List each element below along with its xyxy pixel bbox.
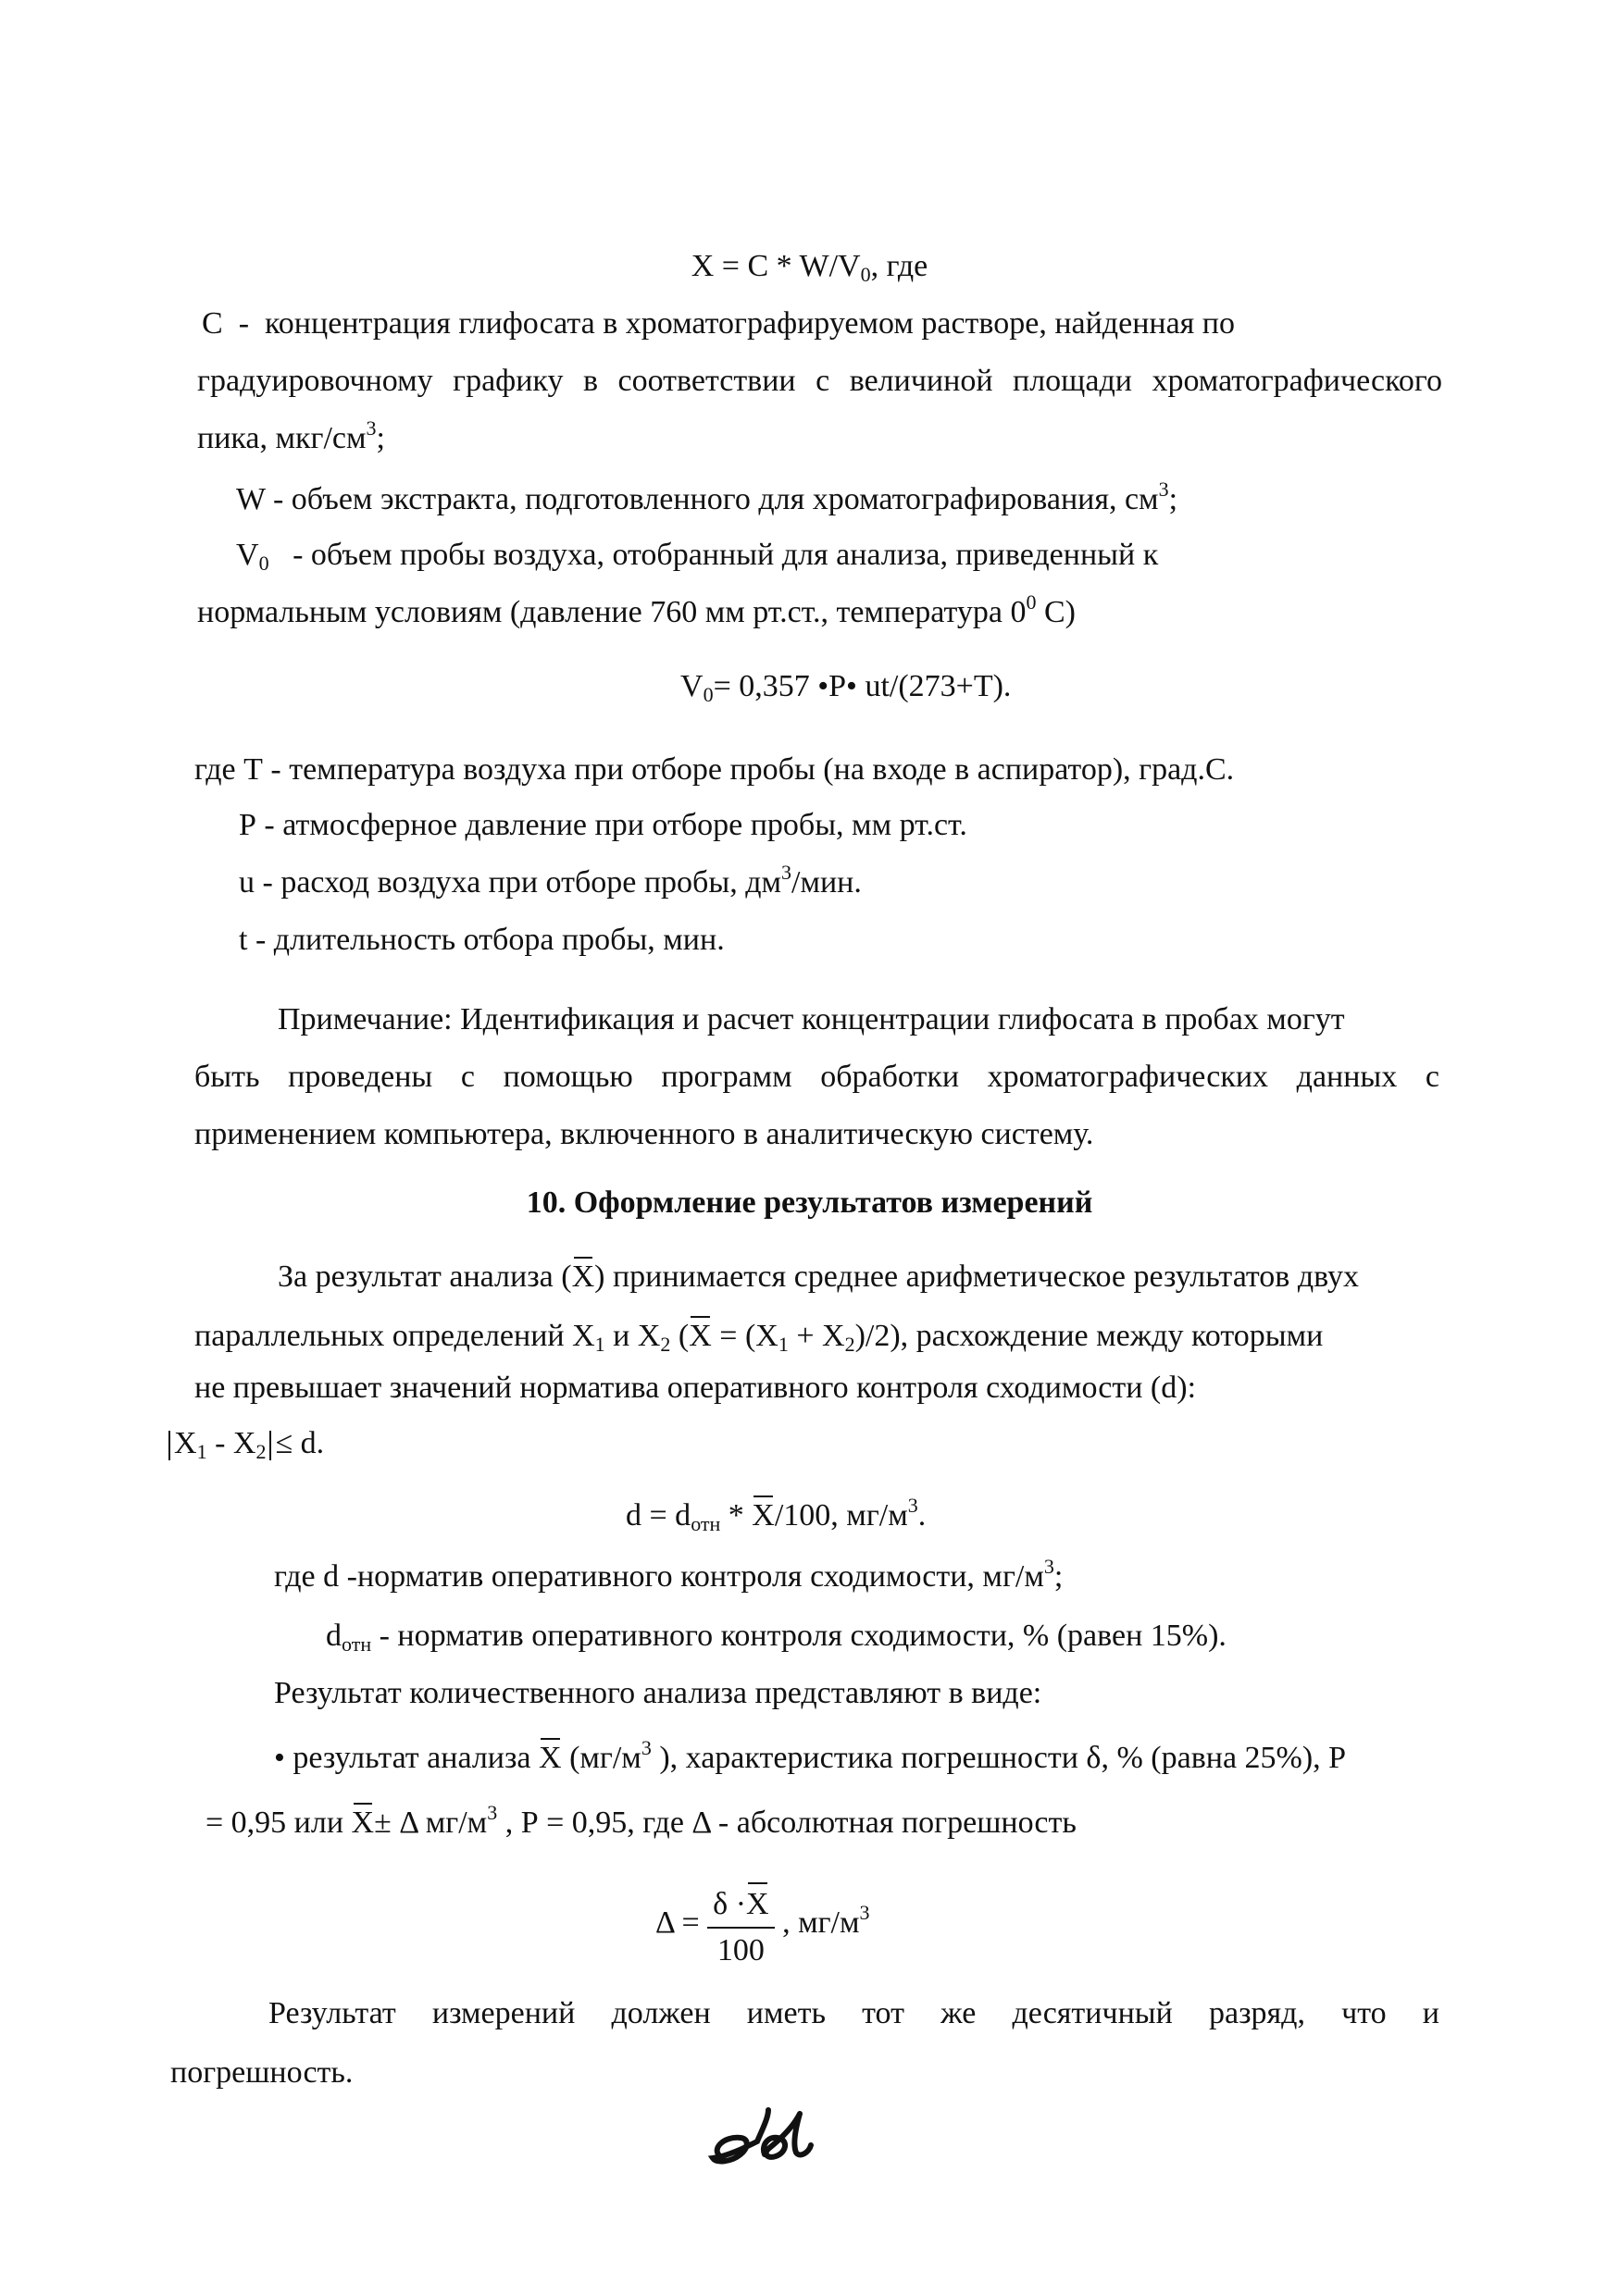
representation-line: Результат количественного анализа представляют в виде: <box>274 1676 1042 1710</box>
definition-duration: t - длительность отбора пробы, мин. <box>239 923 725 957</box>
note-line2: быть проведены с помощью программ обработки хроматографических данных с <box>194 1060 1439 1094</box>
results-line2: параллельных определений $X_1$ и $X_2$ $(X = (X_1 + X_2)/2)$, расхождение между которыми <box>194 1312 1323 1355</box>
page-number-handwritten <box>704 2101 833 2184</box>
definition-d-otn: $d_{отн}$ - норматив оперативного контроля сходимости, % (равен 15%). <box>326 1619 1227 1656</box>
definition-v0-line2: нормальным условиям (давление 760 мм рт.ст., температура $0^0$ С) <box>197 590 1076 629</box>
delta-fraction: $\frac{\delta \cdot X}{100}$ <box>707 1879 774 1971</box>
section-title: 10. Оформление результатов измерений <box>526 1185 1093 1220</box>
definition-c-line3: пика, мкг/$см^3$; <box>197 416 385 455</box>
formula-v0: $V_0= 0,357$ •P• ut/(273+T). <box>680 669 1012 706</box>
definition-t: где Т - температура воздуха при отборе пробы (на входе в аспиратор), град.С. <box>194 752 1235 787</box>
results-inequality: $X_1 - X_2 \le d$. <box>165 1425 324 1462</box>
results-line3: не превышает значений норматива оперативного контроля сходимости (d): <box>194 1371 1197 1405</box>
final-line1: Результат измерений должен иметь тот же десятичный разряд, что и <box>268 1996 1439 2030</box>
definition-d: где d -норматив оперативного контроля сходимости, $мг/м^3$; <box>274 1555 1064 1594</box>
note-line3: применением компьютера, включенного в аналитическую систему. <box>194 1117 1094 1151</box>
definition-u: u - расход воздуха при отборе пробы, $дм^3$/мин. <box>239 861 862 900</box>
definition-w: W - объем экстракта, подготовленного для хроматографирования, $см^3$; <box>236 478 1178 516</box>
definition-c-line2: градуировочному графику в соответствии с величиной площади хроматографического <box>197 364 1442 398</box>
formula-delta: Δ = $\frac{\delta \cdot X}{100}$ , $мг/м^3$ <box>655 1879 870 1971</box>
formula-d: $d = d_{отн} * X/100$, $мг/м^3$. <box>626 1494 927 1535</box>
formula-x: $X = C * W/V_0$, где <box>691 249 928 286</box>
results-line1: За результат анализа (X) принимается среднее арифметическое результатов двух <box>278 1253 1359 1296</box>
final-line2: погрешность. <box>170 2055 354 2090</box>
definition-c: С - концентрация глифосата в хроматографируемом растворе, найденная по <box>202 306 1236 341</box>
bullet-result-line2: = 0,95 или X± Δ $мг/м^3$ , Р = 0,95, где Δ - абсолютная погрешность <box>205 1801 1077 1840</box>
definition-v0: $V_0$ - объем пробы воздуха, отобранный для анализа, приведенный к <box>236 538 1159 575</box>
bullet-result: • результат анализа X ($мг/м^3$ ), характеристика погрешности δ, % (равна 25%), Р <box>274 1736 1347 1775</box>
note-line1: Примечание: Идентификация и расчет концентрации глифосата в пробах могут <box>278 1002 1345 1036</box>
definition-p: Р - атмосферное давление при отборе пробы, мм рт.ст. <box>239 808 967 842</box>
